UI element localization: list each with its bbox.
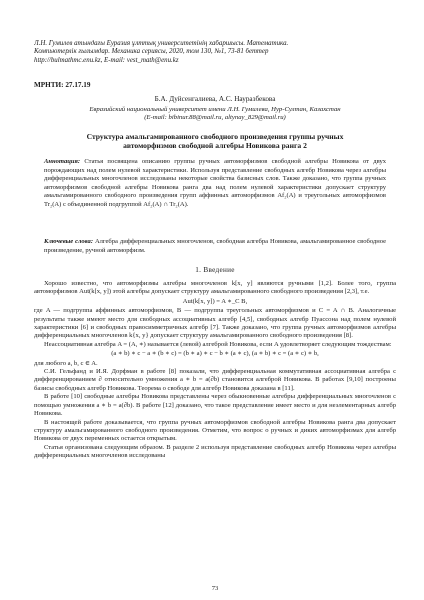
keywords-text: Алгебра дифференциальных многочленов, свободная алгебра Новикова, амальгамированное свободное произведение, ручной автоморфизм. [44, 238, 387, 254]
journal-header-line: http://bulmathmc.enu.kz, E-mail: vest_math@enu.kz [34, 56, 179, 64]
abstract-label: Аннотация: [44, 158, 81, 165]
page-number: 73 [211, 585, 219, 592]
journal-header-line: Компьютерлік ғылымдар. Механика сериясы, 2020, том 130, №1, 73-81 беттер [34, 48, 269, 56]
affiliation-email: (E-mail: bibinur.88@mail.ru, altynay_829@mail.ru) [144, 114, 286, 122]
body-text [34, 280, 396, 461]
section-heading: 1. Введение [195, 266, 235, 274]
paper-title [34, 132, 396, 150]
paper-page [34, 0, 396, 600]
keywords-label: Ключевые слова: [44, 238, 94, 245]
paragraph: С.И. Гельфанд и И.Я. Дорфман в работе [8] показали, что дифференциальная коммутативная ассоциативная алгебра с дифференцированием ∂ относительно умножения a ∗ b = a(∂b) становится алгеброй Новикова. В работах [9,10] построены базисы свободных алгебр Новикова. Теорема о свободе для алгебр Новикова доказана в [11]. [34, 368, 396, 392]
paper-title-line: Структура амальгамированного свободного произведения группы ручных [86, 132, 344, 141]
paragraph: Статья организована следующим образом. В разделе 2 используя представление свободных алгебр Новикова через алгебры дифференциальных многочленов исследованы [34, 443, 396, 460]
mrnti-code: МРНТИ: 27.17.19 [34, 81, 91, 89]
paragraph: Неассоциативная алгебра A = (A, ∗) называется (левой) алгеброй Новикова, если A удовлетворяет следующим тождествам: [44, 340, 392, 348]
paragraph: В настоящей работе доказывается, что группа ручных автоморфизмов свободной алгебры Новикова ранга два допускает структуру амальгамированного свободного произведения. Отметим, что вопрос о ручных и диких автоморфизмах для алгебр Новикова от двух переменных остается открытым. [34, 418, 396, 443]
affiliation [34, 106, 396, 122]
paragraph: для любого a, b, c ∈ A. [34, 359, 98, 367]
paragraph: В работе [10] свободные алгебры Новикова представлены через обыкновенные алгебры дифференциальных многочленов с помощью умножения a ∗ b = a(∂b). В работе [12] доказано, что такое представление имеет место и для неэлементарных алгебр Новикова. [34, 393, 396, 418]
formula: (a ∗ b) ∗ c − a ∗ (b ∗ c) = (b ∗ a) ∗ c − b ∗ (a ∗ c), (a ∗ b) ∗ c = (a ∗ c) ∗ b, [111, 350, 319, 358]
paragraph: где A — подгруппа аффинных автоморфизмов, B — подгруппа треугольных автоморфизмов и C = A ∩ B. Аналогичные результаты также имеют место для свободных ассоциативных алгебр [4,5], свободных алгебр Пуассона над полем нулевой характеристики [6] и свободных правосимметричных алгебр [7]. Также доказано, что группа ручных автоморфизмов алгебры дифференциальных многочленов k{x, y} допускает структуру амальгамированного свободного произведения [8]. [34, 307, 396, 340]
journal-header-line: Л.Н. Гумилев атындағы Еуразия ұлттық университетінің хабаршысы. Математика. [34, 40, 289, 47]
keywords [44, 238, 386, 255]
abstract-text: Статья посвящена описанию группы ручных автоморфизмов свободной алгебры Новикова от двух порождающих над полем нулевой характеристики. Используя представление свободных алгебр Новикова через алгебры дифференциальных многочленов исследованы некоторые свойства базисных слов. Также доказано, что группа ручных автоморфизмов свободной алгебры Новикова ранга два над полем нулевой характеристики допускает структуру амальгамированного свободного произведения групп аффинных автоморфизмов Af₂(A) и треугольных автоморфизмов Tr₂(A) с объединенной подгруппой Af₂(A) ∩ Tr₂(A). [44, 158, 386, 208]
abstract [44, 158, 386, 209]
authors: Б.А. Дуйсенгалиева, А.С. Науразбекова [154, 95, 276, 103]
paper-title-line: автоморфизмов свободной алгебры Новикова ранга 2 [123, 141, 307, 150]
journal-header [34, 40, 396, 65]
paragraph: Хорошо известно, что автоморфизмы алгебры многочленов k[x, y] являются ручными [1,2]. Более того, группа автоморфизмов Aut(k[x, y]) этой алгебры допускает структуру амальгамированного свободного произведения [2,3], т.е. [34, 280, 396, 296]
formula: Aut(k[x, y]) = A ∗_C B, [182, 297, 248, 305]
affiliation-line: Евразийский национальный университет имени Л.Н. Гумилева, Нур-Султан, Казахстан [89, 106, 341, 113]
